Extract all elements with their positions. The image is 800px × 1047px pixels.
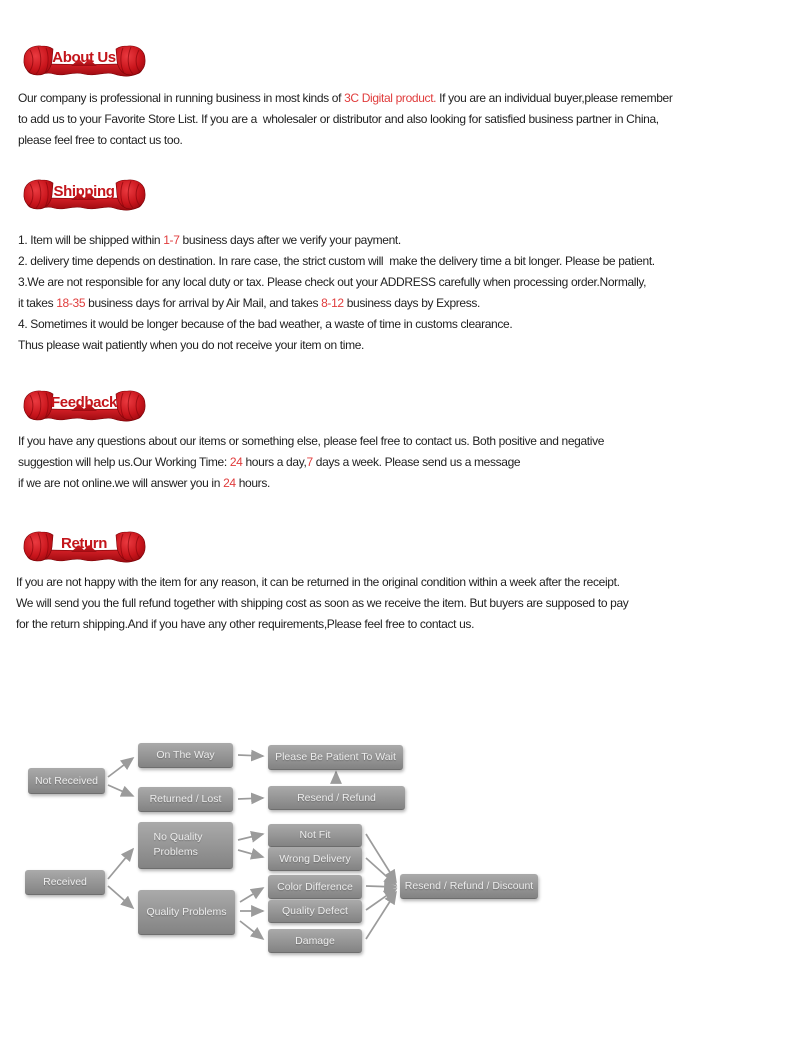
flow-node-received: Received xyxy=(25,870,105,895)
return-banner-label: Return xyxy=(61,535,107,552)
return-text xyxy=(16,572,628,635)
return-banner xyxy=(21,528,148,565)
flow-node-no-quality-problems: No Quality Problems xyxy=(138,822,233,869)
shipping-line-6: Thus please wait patiently when you do not receive your item on time. xyxy=(18,338,365,352)
highlight-18-35: 18-35 xyxy=(56,296,86,310)
about-line-1: Our company is professional in running business in most kinds of 3C Digital product. If you are an individual buyer,please remember xyxy=(18,91,673,105)
ribbon-banner-icon xyxy=(21,42,148,79)
shipping-banner-label: Shipping xyxy=(53,183,115,200)
feedback-text xyxy=(18,431,604,494)
ribbon-banner-icon xyxy=(21,528,148,565)
about-line-3: please feel free to contact us too. xyxy=(18,133,183,147)
flow-node-please-wait: Please Be Patient To Wait xyxy=(268,745,403,770)
highlight-24-hours: 24 xyxy=(229,455,243,469)
about-us-text xyxy=(18,88,673,151)
return-process-flowchart xyxy=(0,730,600,970)
ribbon-banner-icon xyxy=(21,176,148,213)
highlight-7-days: 7 xyxy=(306,455,313,469)
shipping-line-3: 3.We are not responsible for any local duty or tax. Please check out your ADDRESS carefully when processing order.Normally, xyxy=(18,275,647,289)
return-line-3: for the return shipping.And if you have any other requirements,Please feel free to contact us. xyxy=(16,617,475,631)
feedback-banner-label: Feedback xyxy=(51,394,117,411)
feedback-line-2: suggestion will help us.Our Working Time: 24 hours a day,7 days a week. Please send us a message xyxy=(18,455,521,469)
shipping-line-4: it takes 18-35 business days for arrival by Air Mail, and takes 8-12 business days by Express. xyxy=(18,296,481,310)
flow-node-damage: Damage xyxy=(268,929,362,953)
return-line-2: We will send you the full refund together with shipping cost as soon as we receive the item. But buyers are supposed to pay xyxy=(16,596,629,610)
about-us-banner-label: About Us xyxy=(52,49,116,66)
shipping-line-1: 1. Item will be shipped within 1-7 business days after we verify your payment. xyxy=(18,233,401,247)
highlight-3c-digital: 3C Digital product. xyxy=(344,91,437,105)
highlight-8-12: 8-12 xyxy=(321,296,344,310)
flow-node-returned-lost: Returned / Lost xyxy=(138,787,233,812)
shipping-text xyxy=(18,230,655,356)
feedback-line-1: If you have any questions about our items or something else, please feel free to contact us. Both positive and negative xyxy=(18,434,605,448)
flow-node-not-received: Not Received xyxy=(28,768,105,794)
shipping-line-2: 2. delivery time depends on destination. In rare case, the strict custom will make the delivery time a bit longer. Please be patient. xyxy=(18,254,655,268)
about-line-2: to add us to your Favorite Store List. If you are a wholesaler or distributor and also looking for satisfied business partner in China, xyxy=(18,112,659,126)
highlight-24-reply: 24 xyxy=(223,476,236,490)
shipping-line-5: 4. Sometimes it would be longer because of the bad weather, a waste of time in customs clearance. xyxy=(18,317,513,331)
flow-node-resend-refund-discount: Resend / Refund / Discount xyxy=(400,874,538,899)
flow-node-on-the-way: On The Way xyxy=(138,743,233,768)
feedback-line-3: if we are not online.we will answer you in 24 hours. xyxy=(18,476,270,490)
ribbon-banner-icon xyxy=(21,387,148,424)
shipping-banner xyxy=(21,176,148,213)
flow-node-quality-defect: Quality Defect xyxy=(268,900,362,923)
flow-node-quality-problems: Quality Problems xyxy=(138,890,235,935)
highlight-1-7: 1-7 xyxy=(163,233,180,247)
flow-node-not-fit: Not Fit xyxy=(268,824,362,847)
flow-node-color-difference: Color Difference xyxy=(268,875,362,899)
flow-node-resend-refund: Resend / Refund xyxy=(268,786,405,810)
about-us-banner xyxy=(21,42,148,79)
feedback-banner xyxy=(21,387,148,424)
return-line-1: If you are not happy with the item for any reason, it can be returned in the original condition within a week after the receipt. xyxy=(16,575,620,589)
flow-node-wrong-delivery: Wrong Delivery xyxy=(268,847,362,871)
